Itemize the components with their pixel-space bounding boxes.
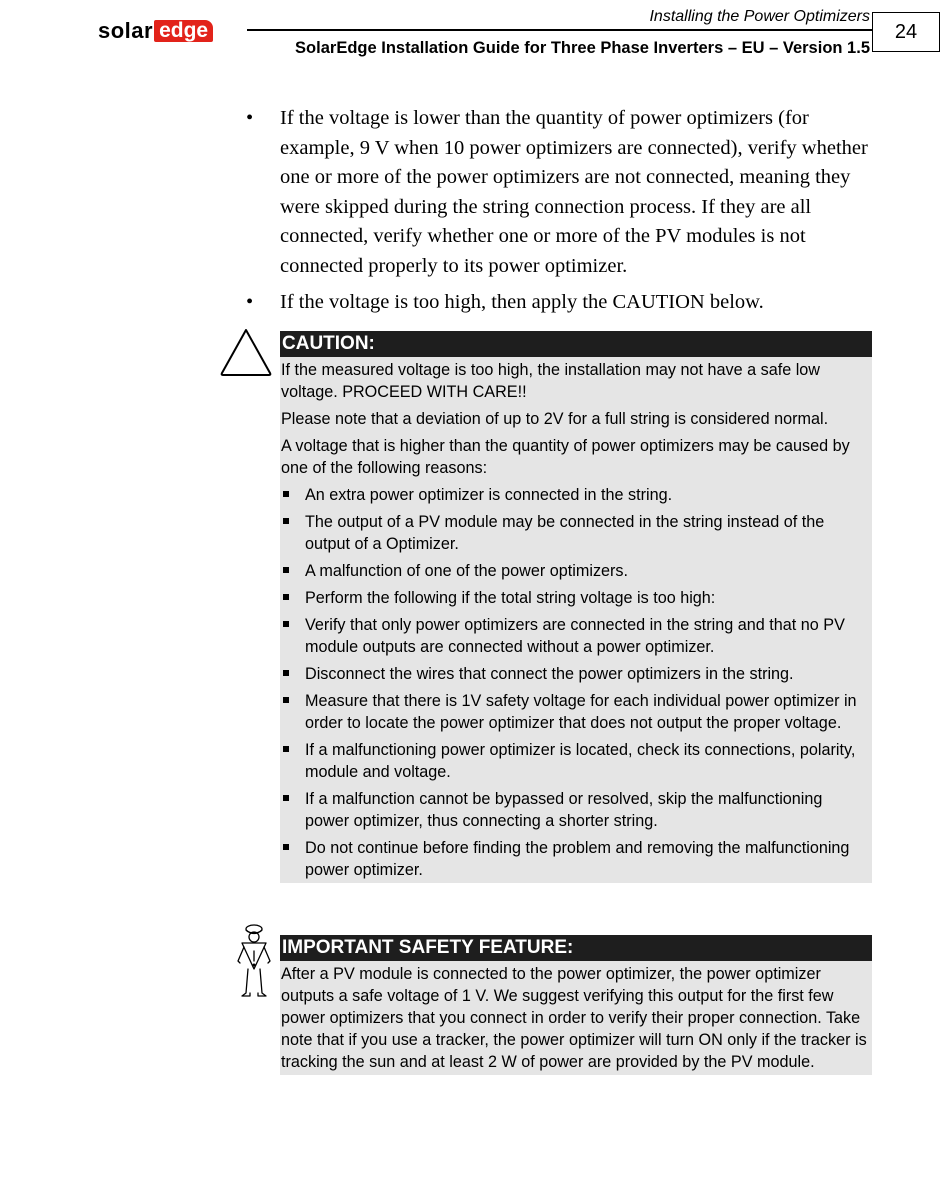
header-document-title: SolarEdge Installation Guide for Three Phase Inverters – EU – Version 1.5 — [295, 39, 870, 57]
caution-triangle-icon — [219, 327, 273, 382]
caution-list-text: Perform the following if the total string voltage is too high: — [305, 589, 716, 607]
caution-list-text: The output of a PV module may be connected in the string instead of the output of a Optimizer. — [305, 513, 825, 553]
square-bullet-icon — [283, 518, 289, 524]
safety-figure-icon — [234, 921, 274, 1006]
caution-list-text: Measure that there is 1V safety voltage for each individual power optimizer in order to locate the power optimizer that does not output the proper voltage. — [305, 692, 857, 732]
square-bullet-icon — [283, 746, 289, 752]
caution-title: CAUTION: — [280, 331, 872, 357]
square-bullet-icon — [283, 844, 289, 850]
logo-solar-text: solar — [98, 18, 154, 43]
caution-list-text: An extra power optimizer is connected in the string. — [305, 486, 673, 504]
caution-list-item — [281, 663, 870, 685]
square-bullet-icon — [283, 567, 289, 573]
caution-list-item — [281, 484, 870, 506]
body-bullet-item — [246, 104, 876, 281]
bullet-dot: • — [246, 291, 254, 313]
caution-reason-list — [281, 484, 870, 881]
caution-list-text: Do not continue before finding the problem and removing the malfunctioning power optimizer. — [305, 839, 850, 879]
caution-paragraph: Please note that a deviation of up to 2V for a full string is considered normal. — [281, 410, 829, 428]
caution-list-text: Verify that only power optimizers are connected in the string and that no PV module outputs are connected without a power optimizer. — [305, 616, 845, 656]
square-bullet-icon — [283, 670, 289, 676]
logo-edge-text: edge — [154, 20, 213, 42]
caution-list-item — [281, 739, 870, 783]
safety-text: After a PV module is connected to the power optimizer, the power optimizer outputs a safe voltage of 1 V. We suggest verifying this output for the first few power optimizers that you connect in order to verify their proper connection. Take note that if you use a tracker, the power optimizer will turn ON only if the tracker is tracking the sun and at least 2 W of power are provided by the PV module. — [281, 965, 867, 1071]
square-bullet-icon — [283, 697, 289, 703]
page-number: 24 — [872, 12, 940, 52]
square-bullet-icon — [283, 594, 289, 600]
safety-callout — [280, 935, 872, 1075]
square-bullet-icon — [283, 491, 289, 497]
safety-body — [280, 961, 872, 1075]
caution-list-item — [281, 614, 870, 658]
caution-list-text: If a malfunctioning power optimizer is located, check its connections, polarity, module and voltage. — [305, 741, 856, 781]
body-bullet-text: If the voltage is lower than the quantity of power optimizers (for example, 9 V when 10 power optimizers are connected), verify whether one or more of the power optimizers are not connected, meaning they were skipped during the string connection process. If they are all connected, verify whether one or more of the PV modules is not connected properly to its power optimizer. — [280, 107, 868, 277]
caution-list-item — [281, 690, 870, 734]
bullet-dot: • — [246, 107, 254, 129]
caution-list-text: A malfunction of one of the power optimizers. — [305, 562, 629, 580]
solaredge-logo — [98, 18, 213, 44]
body-bullet-text: If the voltage is too high, then apply the CAUTION below. — [280, 291, 764, 313]
caution-list-text: If a malfunction cannot be bypassed or resolved, skip the malfunctioning power optimizer, thus connecting a shorter string. — [305, 790, 823, 830]
caution-list-item — [281, 837, 870, 881]
header-divider — [247, 29, 872, 31]
body-bullet-item — [246, 288, 876, 318]
caution-list-item — [281, 587, 870, 609]
caution-callout — [280, 331, 872, 883]
caution-list-item — [281, 511, 870, 555]
body-bullet-list — [246, 104, 876, 325]
caution-list-item — [281, 788, 870, 832]
safety-title: IMPORTANT SAFETY FEATURE: — [280, 935, 872, 961]
caution-paragraph: If the measured voltage is too high, the installation may not have a safe low voltage. PROCEED WITH CARE!! — [281, 361, 821, 401]
square-bullet-icon — [283, 621, 289, 627]
caution-list-text: Disconnect the wires that connect the power optimizers in the string. — [305, 665, 794, 683]
header-section-title: Installing the Power Optimizers — [649, 8, 870, 25]
caution-body — [280, 357, 872, 883]
caution-list-item — [281, 560, 870, 582]
caution-paragraph: A voltage that is higher than the quantity of power optimizers may be caused by one of the following reasons: — [281, 437, 850, 477]
square-bullet-icon — [283, 795, 289, 801]
